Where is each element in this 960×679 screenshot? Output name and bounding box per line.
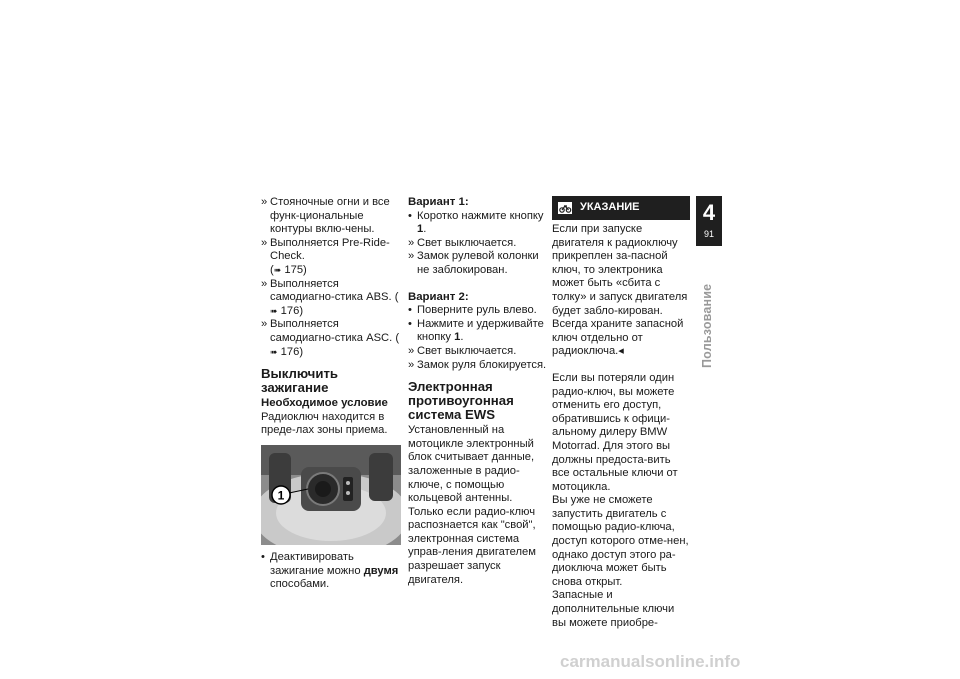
result-marker: » (261, 236, 268, 249)
page-reference[interactable]: ➠ 176) (270, 345, 304, 358)
ignition-button-photo (261, 445, 401, 545)
note-paragraph: Всегда храните запасной ключ отдельно от радиоключа.◂ (552, 318, 684, 358)
result-text: Выполняется самодиагно-стика ASC. ( (270, 318, 400, 344)
result-text: Выполняется самодиагно-стика ABS. ( (270, 277, 399, 304)
note-paragraph: Если при запуске двигателя к радиоключу прикреплен за-пасной ключ, то электроника может быть «сбита с толку» и запуск двигателя будет забло-кирован. (552, 223, 688, 317)
result-text: Замок рулевой колонки не заблокирован. (417, 250, 539, 276)
note-title: УКАЗАНИЕ (580, 201, 640, 214)
result-item (408, 359, 548, 373)
spacer (552, 359, 690, 372)
column-3 (552, 196, 690, 630)
instruction-item (408, 318, 548, 345)
result-item (408, 345, 548, 359)
bullet-marker: • (408, 317, 412, 330)
body-paragraph: Установленный на мотоцикле электронный блок считывает данные, заложенные в радио-ключе, с помощью кольцевой антенны. Только если радио-ключ распознается как "свой", электронная система управ-ления двигателем разрешает запуск двигателя. (408, 424, 536, 586)
result-text: Замок руля блокируется. (417, 358, 547, 371)
variant-heading: Вариант 2: (408, 290, 469, 303)
bullet-marker: • (408, 209, 412, 222)
body-paragraph: Если вы потеряли один радио-ключ, вы можете отменить его доступ, обратившись к офици-альному дилеру BMW Motorrad. Для этого вы должны предоста-вить все остальные ключи от мотоцикла. (552, 371, 678, 493)
photo-callout-label: 1 (277, 488, 285, 503)
key-reference: 1 (417, 223, 424, 236)
column-1 (261, 196, 403, 592)
column-2 (408, 196, 548, 587)
instruction-text: Деактивировать зажигание можно (270, 550, 361, 577)
body-paragraph: Вы уже не сможете запустить двигатель с помощью радио-ключа, доступ которого отме-нен, однако доступ этого ра-диоключа может быть снова открыт. (552, 494, 689, 588)
result-item (261, 196, 403, 237)
body-paragraph: Запасные и дополнительные ключи вы можете приобре- (552, 589, 675, 629)
punctuation: . (423, 223, 427, 236)
instruction-text: Нажмите и удерживайте кнопку (417, 317, 544, 344)
variant-heading: Вариант 1: (408, 196, 469, 208)
bullet-marker: • (408, 304, 412, 317)
result-text: Выполняется Pre-Ride-Check. (270, 236, 390, 263)
emphasis-text: двумя (363, 564, 399, 577)
section-heading: Выключить зажигание (261, 366, 339, 396)
arrow-right-icon: ➠ (270, 305, 278, 316)
result-item (408, 237, 548, 251)
arrow-right-icon: ➠ (270, 346, 278, 357)
result-marker: » (408, 344, 415, 357)
watermark: carmanualsonline.info (560, 652, 741, 671)
arrow-right-icon: ➠ (273, 264, 282, 275)
section-heading: Электронная противоугонная система EWS (408, 379, 514, 423)
spacer (408, 278, 548, 291)
result-item (261, 237, 403, 278)
result-text: Свет выключается. (417, 344, 517, 357)
page-reference[interactable]: ➠ 176) (270, 304, 304, 317)
key-reference: 1 (454, 331, 461, 344)
result-marker: » (408, 250, 415, 263)
result-item (408, 250, 548, 277)
result-marker: » (261, 196, 268, 208)
instruction-item (408, 304, 548, 318)
result-marker: » (261, 318, 268, 331)
instruction-text: Коротко нажмите кнопку (417, 209, 544, 222)
result-marker: » (261, 277, 268, 290)
page-reference[interactable]: (➠ 175) (270, 263, 307, 276)
result-item (261, 278, 403, 319)
result-marker: » (408, 236, 415, 249)
instruction-item (261, 551, 403, 592)
note-banner (552, 196, 690, 220)
instruction-text: Поверните руль влево. (417, 304, 537, 317)
section-side-label: Пользование (700, 283, 714, 368)
bullet-marker: • (261, 550, 265, 563)
prerequisite-text: Радиоключ находится в преде-лах зоны приема. (261, 410, 388, 437)
result-text: Свет выключается. (417, 236, 517, 249)
instruction-text: способами. (270, 578, 330, 591)
result-marker: » (408, 358, 415, 371)
punctuation: . (460, 331, 464, 344)
prerequisite-heading: Необходимое условие (261, 397, 388, 410)
chapter-number: 4 (702, 200, 716, 225)
instruction-item (408, 210, 548, 237)
result-item (261, 318, 403, 359)
page-number: 91 (703, 229, 714, 239)
result-text: Стояночные огни и все функ-циональные контуры вклю-чены. (270, 196, 390, 236)
motorcycle-icon (558, 202, 572, 214)
